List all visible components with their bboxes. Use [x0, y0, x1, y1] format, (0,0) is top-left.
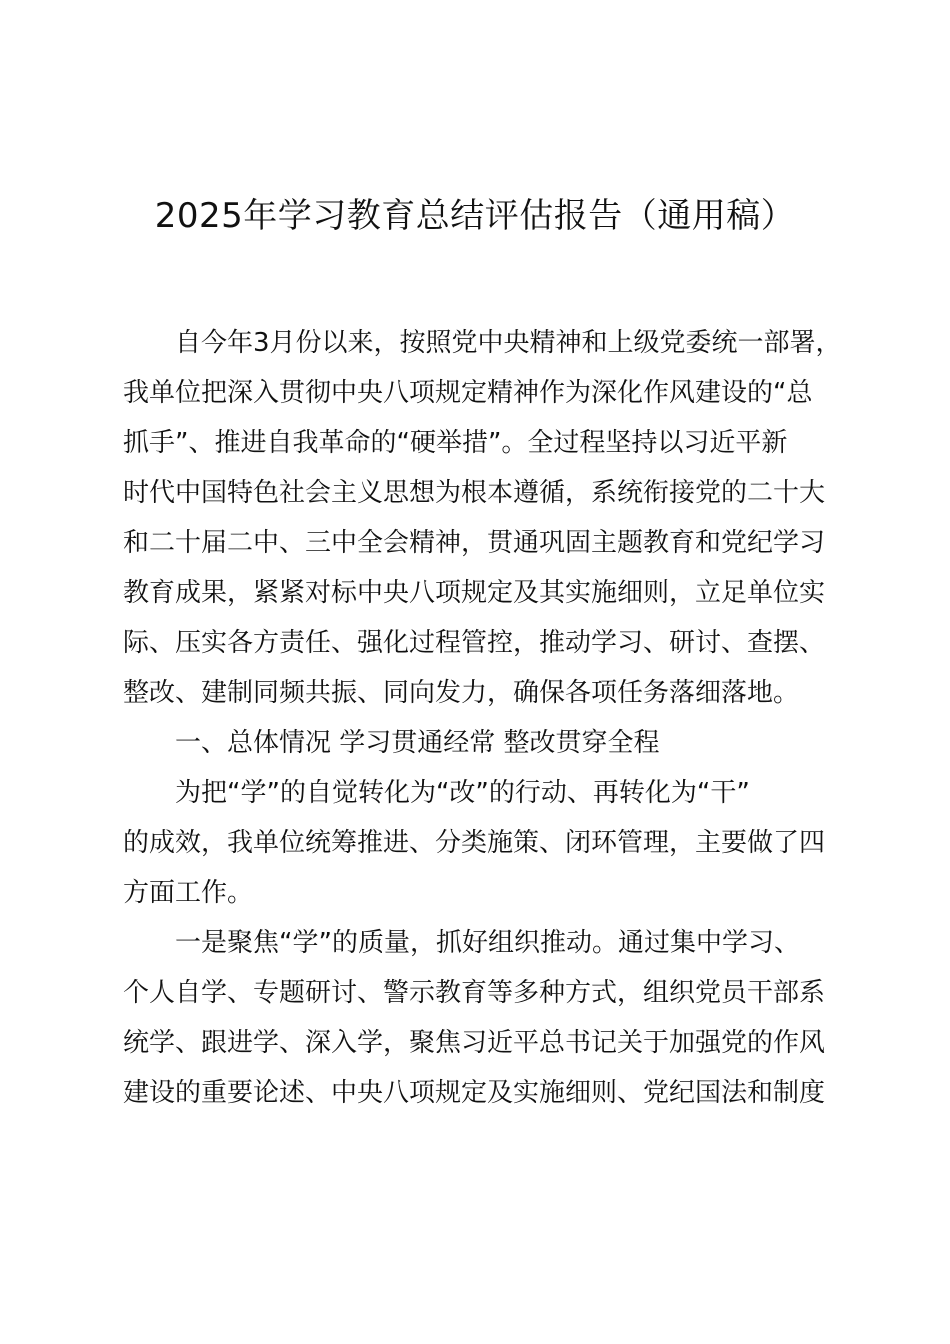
paragraph-line: 为把“学”的自觉转化为“改”的行动、再转化为“干”: [175, 778, 750, 808]
paragraph-line: 抓手”、推进自我革命的“硬举措”。全过程坚持以习近平新: [123, 428, 788, 458]
document-body: [123, 318, 842, 1118]
paragraph-line: 和二十届二中、三中全会精神，贯通巩固主题教育和党纪学习: [123, 528, 826, 558]
paragraph-line: 时代中国特色社会主义思想为根本遵循，系统衔接党的二十大: [123, 478, 826, 508]
paragraph-line: 建设的重要论述、中央八项规定及实施细则、党纪国法和制度: [123, 1078, 826, 1108]
paragraph-line: 一是聚焦“学”的质量，抓好组织推动。通过集中学习、: [175, 928, 800, 958]
paragraph-line: 我单位把深入贯彻中央八项规定精神作为深化作风建设的“总: [123, 378, 813, 408]
paragraph-line: 教育成果，紧紧对标中央八项规定及其实施细则，立足单位实: [123, 578, 826, 608]
paragraph-line: 的成效，我单位统筹推进、分类施策、闭环管理，主要做了四: [123, 828, 826, 858]
paragraph-line: 自今年3月份以来，按照党中央精神和上级党委统一部署，: [175, 328, 842, 358]
paragraph-line: 个人自学、专题研讨、警示教育等多种方式，组织党员干部系: [123, 978, 826, 1008]
paragraph-line: 整改、建制同频共振、同向发力，确保各项任务落细落地。: [123, 678, 800, 708]
document-title: 2025年学习教育总结评估报告（通用稿）: [154, 196, 796, 236]
section-heading: 一、总体情况 学习贯通经常 整改贯穿全程: [175, 728, 660, 758]
paragraph-line: 统学、跟进学、深入学，聚焦习近平总书记关于加强党的作风: [123, 1028, 826, 1058]
paragraph-line: 际、压实各方责任、强化过程管控，推动学习、研讨、查摆、: [123, 628, 826, 658]
paragraph-line: 方面工作。: [123, 878, 254, 908]
